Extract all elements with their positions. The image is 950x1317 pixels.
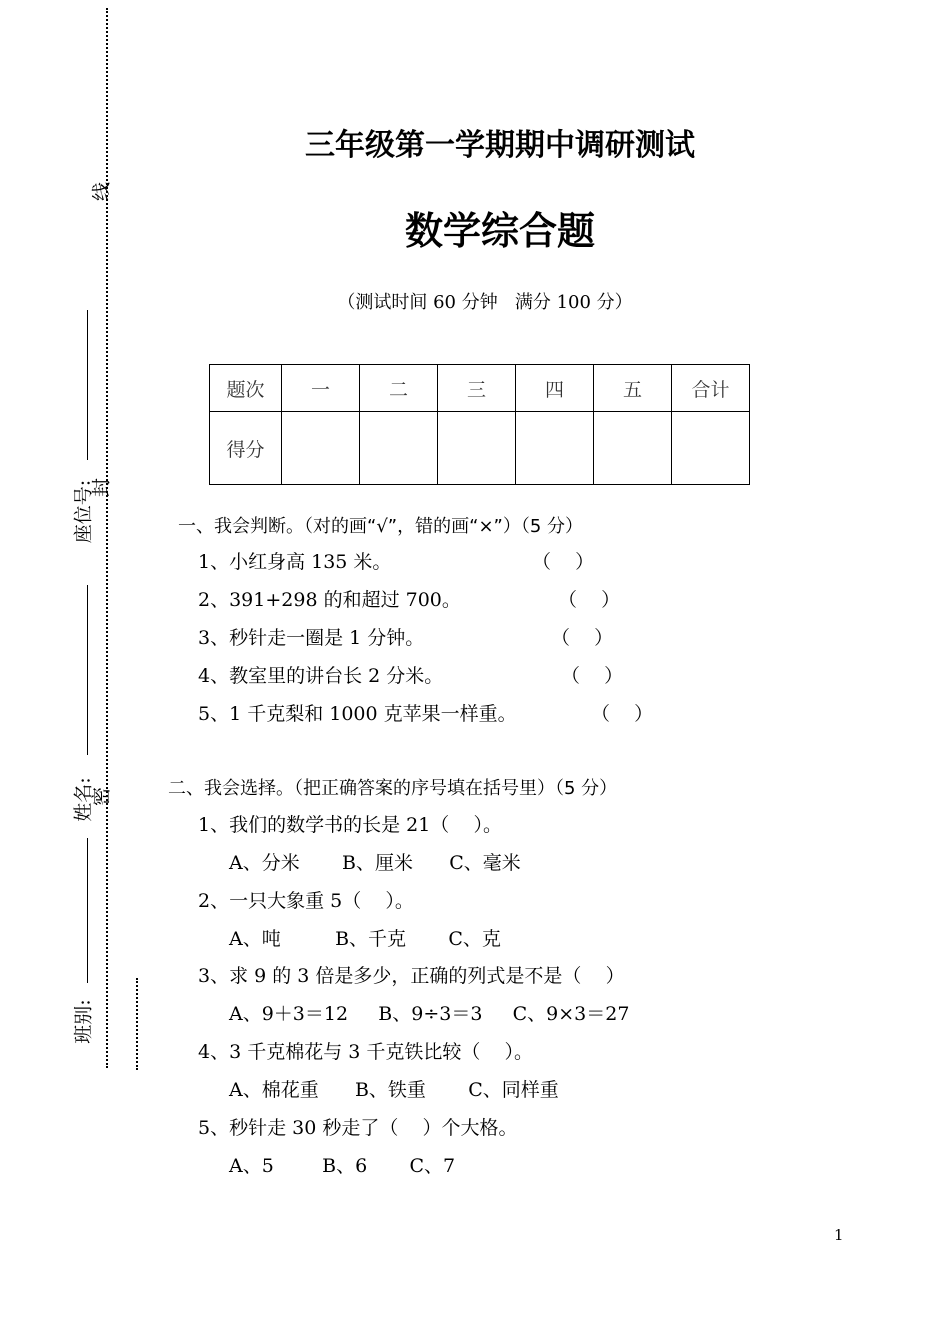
score-cell[interactable]	[672, 412, 750, 485]
choice-question: 5、秒针走 30 秒走了（ ）个大格。	[198, 1117, 518, 1139]
binding-dotted-line-short	[136, 978, 138, 1070]
margin-mi: 密	[90, 787, 113, 807]
choice-options: A、5 B、6 C、7	[229, 1155, 456, 1177]
score-cell[interactable]	[438, 412, 516, 485]
seat-fill-line	[87, 310, 88, 460]
judge-question: 3、秒针走一圈是 1 分钟。	[198, 627, 425, 649]
judge-blank[interactable]: （ ）	[558, 589, 621, 611]
judge-question: 1、小红身高 135 米。	[198, 551, 392, 573]
score-value-row	[210, 412, 750, 485]
class-fill-line	[87, 838, 88, 983]
judge-blank[interactable]: （ ）	[532, 551, 595, 573]
margin-feng: 封	[90, 478, 113, 498]
col-header: 合计	[672, 365, 750, 412]
choice-options: A、吨 B、千克 C、克	[229, 928, 501, 950]
judge-blank[interactable]: （ ）	[551, 627, 614, 649]
binding-dotted-line	[106, 8, 108, 1068]
judge-blank[interactable]: （ ）	[591, 703, 654, 725]
class-label: 班别:	[72, 999, 95, 1044]
judge-blank[interactable]: （ ）	[561, 665, 624, 687]
name-label: 姓名:	[72, 777, 95, 822]
judge-question: 5、1 千克梨和 1000 克苹果一样重。	[198, 703, 517, 725]
choice-options: A、棉花重 B、铁重 C、同样重	[229, 1079, 559, 1101]
exam-title: 三年级第一学期期中调研测试	[305, 128, 695, 163]
name-fill-line	[87, 585, 88, 755]
score-table	[209, 364, 750, 485]
choice-question: 1、我们的数学书的长是 21（ ）。	[198, 814, 502, 836]
choice-question: 2、一只大象重 5（ ）。	[198, 890, 414, 912]
judge-question: 2、391+298 的和超过 700。	[198, 589, 461, 611]
row-label-tici: 题次	[210, 365, 282, 412]
judge-question: 4、教室里的讲台长 2 分米。	[198, 665, 444, 687]
row-label-defen: 得分	[210, 412, 282, 485]
section1-heading: 一、我会判断。（对的画“√”，错的画“×”）（5 分）	[178, 516, 584, 537]
choice-options: A、分米 B、厘米 C、毫米	[229, 852, 521, 874]
score-cell[interactable]	[516, 412, 594, 485]
seat-label: 座位号:	[72, 479, 95, 544]
col-header: 三	[438, 365, 516, 412]
score-cell[interactable]	[594, 412, 672, 485]
col-header: 四	[516, 365, 594, 412]
score-cell[interactable]	[282, 412, 360, 485]
col-header: 二	[360, 365, 438, 412]
page-number: 1	[834, 1226, 844, 1244]
margin-xian: 线	[90, 182, 113, 202]
choice-question: 4、3 千克棉花与 3 千克铁比较（ ）。	[198, 1041, 534, 1063]
exam-subtitle: 数学综合题	[404, 209, 595, 253]
choice-options: A、9＋3＝12 B、9÷3＝3 C、9×3＝27	[229, 1003, 630, 1025]
exam-info: （测试时间 60 分钟 满分 100 分）	[337, 292, 633, 313]
score-header-row	[210, 365, 750, 412]
col-header: 五	[594, 365, 672, 412]
score-cell[interactable]	[360, 412, 438, 485]
choice-question: 3、求 9 的 3 倍是多少，正确的列式是不是（ ）	[198, 965, 625, 987]
section2-heading: 二、我会选择。（把正确答案的序号填在括号里）（5 分）	[168, 778, 618, 799]
col-header: 一	[282, 365, 360, 412]
